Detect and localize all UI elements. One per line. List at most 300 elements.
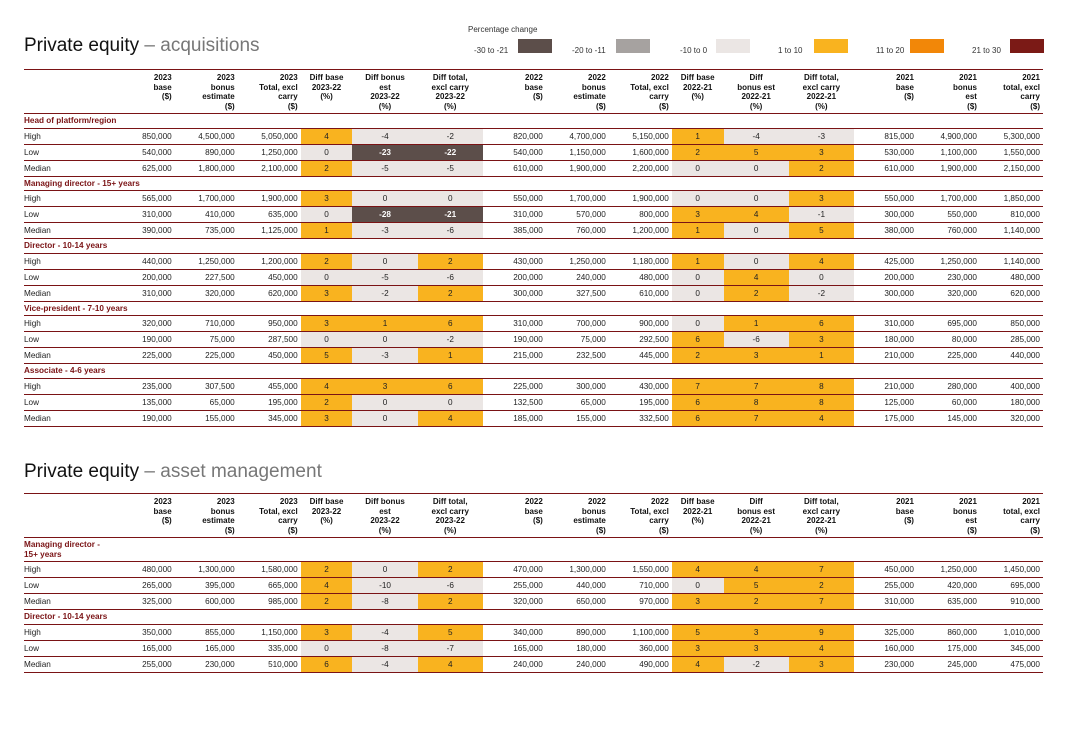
value-cell: 230,000 xyxy=(175,656,238,672)
value-cell: 360,000 xyxy=(609,640,672,656)
value-cell: 160,000 xyxy=(854,640,917,656)
diff-cell: -22 xyxy=(418,144,483,160)
value-cell: 232,500 xyxy=(546,348,609,364)
diff-cell: 4 xyxy=(724,207,789,223)
value-cell: 240,000 xyxy=(483,656,546,672)
section-title: Head of platform/region xyxy=(24,114,1043,129)
value-cell: 1,180,000 xyxy=(609,253,672,269)
section-title: Associate - 4-6 years xyxy=(24,364,1043,379)
diff-cell: 0 xyxy=(418,191,483,207)
value-cell: 340,000 xyxy=(483,624,546,640)
column-header: Diff base 2023-22 (%) xyxy=(309,497,344,525)
value-cell: 300,000 xyxy=(854,285,917,301)
diff-cell: 8 xyxy=(724,394,789,410)
diff-cell: -7 xyxy=(418,640,483,656)
diff-cell: 2 xyxy=(672,144,724,160)
value-cell: 890,000 xyxy=(175,144,238,160)
row-label: High xyxy=(24,378,112,394)
row-label: Median xyxy=(24,285,112,301)
value-cell: 480,000 xyxy=(112,562,175,578)
value-cell: 820,000 xyxy=(483,128,546,144)
diff-cell: 2 xyxy=(301,253,353,269)
value-cell: 985,000 xyxy=(238,594,301,610)
value-cell: 1,450,000 xyxy=(980,562,1043,578)
column-header: 2022 Total, excl carry ($) xyxy=(630,497,669,535)
column-header: Diff bonus est 2022-21 (%) xyxy=(737,497,776,535)
value-cell: 307,500 xyxy=(175,378,238,394)
table-row xyxy=(24,624,1043,640)
table-row xyxy=(24,410,1043,426)
diff-cell: 0 xyxy=(672,316,724,332)
diff-cell: 6 xyxy=(418,378,483,394)
value-cell: 1,900,000 xyxy=(238,191,301,207)
value-cell: 400,000 xyxy=(980,378,1043,394)
legend-swatch xyxy=(616,39,650,53)
value-cell: 292,500 xyxy=(609,332,672,348)
column-header: 2023 base ($) xyxy=(153,497,172,525)
diff-cell: 4 xyxy=(672,562,724,578)
table-row xyxy=(24,640,1043,656)
legend-swatch xyxy=(910,39,944,53)
table-row xyxy=(24,285,1043,301)
value-cell: 1,600,000 xyxy=(609,144,672,160)
value-cell: 200,000 xyxy=(854,269,917,285)
value-cell: 695,000 xyxy=(980,578,1043,594)
value-cell: 390,000 xyxy=(112,223,175,239)
table-row xyxy=(24,223,1043,239)
value-cell: 225,000 xyxy=(175,348,238,364)
column-header: 2023 Total, excl carry ($) xyxy=(259,73,298,111)
value-cell: 900,000 xyxy=(609,316,672,332)
section-header-row xyxy=(24,239,1043,254)
value-cell: 1,300,000 xyxy=(546,562,609,578)
diff-cell: 3 xyxy=(789,656,854,672)
column-header: 2021 base ($) xyxy=(895,73,914,101)
value-cell: 165,000 xyxy=(112,640,175,656)
table-row xyxy=(24,253,1043,269)
column-header: 2021 bonus est ($) xyxy=(952,73,977,111)
table-row xyxy=(24,378,1043,394)
value-cell: 430,000 xyxy=(483,253,546,269)
value-cell: 155,000 xyxy=(546,410,609,426)
row-label: Median xyxy=(24,656,112,672)
diff-cell: 3 xyxy=(672,594,724,610)
diff-cell: 6 xyxy=(301,656,353,672)
value-cell: 210,000 xyxy=(854,348,917,364)
title-main: Private equity xyxy=(24,35,140,56)
value-cell: 255,000 xyxy=(854,578,917,594)
table-row xyxy=(24,160,1043,176)
table-row xyxy=(24,269,1043,285)
value-cell: 610,000 xyxy=(609,285,672,301)
diff-cell: 3 xyxy=(672,640,724,656)
column-header: 2023 Total, excl carry ($) xyxy=(259,497,298,535)
column-header: Diff base 2023-22 (%) xyxy=(309,73,344,101)
diff-cell: 3 xyxy=(301,285,353,301)
diff-cell: -6 xyxy=(418,578,483,594)
value-cell: 230,000 xyxy=(854,656,917,672)
value-cell: 335,000 xyxy=(238,640,301,656)
value-cell: 165,000 xyxy=(175,640,238,656)
row-label: Low xyxy=(24,207,112,223)
diff-cell: -10 xyxy=(352,578,417,594)
row-label: Low xyxy=(24,332,112,348)
diff-cell: 2 xyxy=(301,562,353,578)
row-label: Low xyxy=(24,269,112,285)
row-label: High xyxy=(24,128,112,144)
value-cell: 255,000 xyxy=(112,656,175,672)
value-cell: 565,000 xyxy=(112,191,175,207)
diff-cell: 9 xyxy=(789,624,854,640)
diff-cell: 0 xyxy=(301,144,353,160)
value-cell: 327,500 xyxy=(546,285,609,301)
diff-cell: 1 xyxy=(301,223,353,239)
value-cell: 310,000 xyxy=(112,207,175,223)
value-cell: 190,000 xyxy=(112,410,175,426)
diff-cell: 3 xyxy=(789,191,854,207)
value-cell: 815,000 xyxy=(854,128,917,144)
table-row xyxy=(24,316,1043,332)
diff-cell: 6 xyxy=(418,316,483,332)
column-header: Diff total, excl carry 2023-22 (%) xyxy=(431,73,469,111)
value-cell: 600,000 xyxy=(175,594,238,610)
diff-cell: 2 xyxy=(301,594,353,610)
section-header-row xyxy=(24,538,1043,562)
column-header: 2022 Total, excl carry ($) xyxy=(630,73,669,111)
value-cell: 285,000 xyxy=(980,332,1043,348)
diff-cell: 2 xyxy=(724,594,789,610)
value-cell: 195,000 xyxy=(238,394,301,410)
value-cell: 60,000 xyxy=(917,394,980,410)
diff-cell: 3 xyxy=(672,207,724,223)
value-cell: 75,000 xyxy=(175,332,238,348)
value-cell: 145,000 xyxy=(917,410,980,426)
diff-cell: 4 xyxy=(418,410,483,426)
diff-cell: 0 xyxy=(724,253,789,269)
diff-cell: 0 xyxy=(352,410,417,426)
value-cell: 970,000 xyxy=(609,594,672,610)
value-cell: 4,500,000 xyxy=(175,128,238,144)
row-label: High xyxy=(24,624,112,640)
asset-management-table xyxy=(24,493,1043,673)
value-cell: 245,000 xyxy=(917,656,980,672)
diff-cell: 6 xyxy=(789,316,854,332)
value-cell: 425,000 xyxy=(854,253,917,269)
value-cell: 4,700,000 xyxy=(546,128,609,144)
diff-cell: 3 xyxy=(301,191,353,207)
title-sub: – acquisitions xyxy=(139,35,260,56)
row-label: Median xyxy=(24,348,112,364)
diff-cell: -6 xyxy=(724,332,789,348)
value-cell: 1,140,000 xyxy=(980,223,1043,239)
value-cell: 135,000 xyxy=(112,394,175,410)
value-cell: 1,250,000 xyxy=(546,253,609,269)
diff-cell: -1 xyxy=(789,207,854,223)
value-cell: 625,000 xyxy=(112,160,175,176)
diff-cell: 7 xyxy=(789,594,854,610)
value-cell: 225,000 xyxy=(917,348,980,364)
diff-cell: -3 xyxy=(352,348,417,364)
column-header: 2021 base ($) xyxy=(895,497,914,525)
value-cell: 185,000 xyxy=(483,410,546,426)
value-cell: 860,000 xyxy=(917,624,980,640)
value-cell: 735,000 xyxy=(175,223,238,239)
value-cell: 475,000 xyxy=(980,656,1043,672)
value-cell: 1,200,000 xyxy=(238,253,301,269)
table-row xyxy=(24,656,1043,672)
row-label: High xyxy=(24,316,112,332)
value-cell: 1,300,000 xyxy=(175,562,238,578)
diff-cell: -5 xyxy=(352,160,417,176)
value-cell: 287,500 xyxy=(238,332,301,348)
value-cell: 450,000 xyxy=(238,348,301,364)
column-header: Diff total, excl carry 2023-22 (%) xyxy=(431,497,469,535)
column-header: 2022 bonus estimate ($) xyxy=(573,497,606,535)
diff-cell: -3 xyxy=(352,223,417,239)
diff-cell: 3 xyxy=(789,332,854,348)
diff-cell: 5 xyxy=(672,624,724,640)
column-header: 2023 bonus estimate ($) xyxy=(202,497,235,535)
diff-cell: 0 xyxy=(352,253,417,269)
value-cell: 325,000 xyxy=(112,594,175,610)
value-cell: 310,000 xyxy=(483,207,546,223)
value-cell: 385,000 xyxy=(483,223,546,239)
value-cell: 380,000 xyxy=(854,223,917,239)
diff-cell: 2 xyxy=(418,285,483,301)
value-cell: 610,000 xyxy=(483,160,546,176)
diff-cell: 2 xyxy=(789,578,854,594)
value-cell: 75,000 xyxy=(546,332,609,348)
diff-cell: -8 xyxy=(352,594,417,610)
value-cell: 1,550,000 xyxy=(980,144,1043,160)
diff-cell: -2 xyxy=(352,285,417,301)
value-cell: 215,000 xyxy=(483,348,546,364)
diff-cell: 1 xyxy=(672,223,724,239)
value-cell: 1,580,000 xyxy=(238,562,301,578)
value-cell: 1,100,000 xyxy=(917,144,980,160)
diff-cell: -5 xyxy=(352,269,417,285)
diff-cell: 8 xyxy=(789,394,854,410)
diff-cell: -8 xyxy=(352,640,417,656)
diff-cell: 4 xyxy=(672,656,724,672)
row-label: High xyxy=(24,191,112,207)
legend-swatch xyxy=(518,39,552,53)
header-empty xyxy=(24,494,112,538)
value-cell: 1,550,000 xyxy=(609,562,672,578)
value-cell: 2,200,000 xyxy=(609,160,672,176)
value-cell: 700,000 xyxy=(546,316,609,332)
column-header: 2022 base ($) xyxy=(524,73,543,101)
diff-cell: 0 xyxy=(672,578,724,594)
value-cell: 445,000 xyxy=(609,348,672,364)
value-cell: 1,100,000 xyxy=(609,624,672,640)
value-cell: 300,000 xyxy=(546,378,609,394)
row-label: Median xyxy=(24,410,112,426)
column-header: Diff bonus est 2022-21 (%) xyxy=(737,73,776,111)
diff-cell: 5 xyxy=(724,578,789,594)
value-cell: 440,000 xyxy=(980,348,1043,364)
value-cell: 420,000 xyxy=(917,578,980,594)
value-cell: 1,140,000 xyxy=(980,253,1043,269)
value-cell: 195,000 xyxy=(609,394,672,410)
legend-label: 1 to 10 xyxy=(778,46,803,55)
diff-cell: 2 xyxy=(301,394,353,410)
section-header-row xyxy=(24,176,1043,191)
value-cell: 175,000 xyxy=(854,410,917,426)
row-label: Median xyxy=(24,594,112,610)
diff-cell: 1 xyxy=(672,128,724,144)
value-cell: 540,000 xyxy=(483,144,546,160)
value-cell: 125,000 xyxy=(854,394,917,410)
section-title: Director - 10-14 years xyxy=(24,610,1043,625)
diff-cell: 3 xyxy=(724,624,789,640)
value-cell: 5,300,000 xyxy=(980,128,1043,144)
diff-cell: 4 xyxy=(301,378,353,394)
value-cell: 530,000 xyxy=(854,144,917,160)
diff-cell: 1 xyxy=(789,348,854,364)
diff-cell: 0 xyxy=(789,269,854,285)
legend-label: -20 to -11 xyxy=(572,46,606,55)
row-label: Median xyxy=(24,223,112,239)
value-cell: 665,000 xyxy=(238,578,301,594)
diff-cell: 3 xyxy=(724,348,789,364)
diff-cell: 0 xyxy=(724,223,789,239)
value-cell: 300,000 xyxy=(483,285,546,301)
column-header: 2021 total, excl carry ($) xyxy=(1003,497,1040,535)
value-cell: 635,000 xyxy=(917,594,980,610)
diff-cell: 0 xyxy=(352,332,417,348)
value-cell: 1,250,000 xyxy=(917,253,980,269)
value-cell: 710,000 xyxy=(609,578,672,594)
diff-cell: 2 xyxy=(724,285,789,301)
table-row xyxy=(24,332,1043,348)
diff-cell: 2 xyxy=(301,160,353,176)
section-title: Managing director - 15+ years xyxy=(24,538,1043,562)
value-cell: 225,000 xyxy=(483,378,546,394)
diff-cell: -4 xyxy=(352,624,417,640)
legend-label: 11 to 20 xyxy=(876,46,905,55)
legend-swatch xyxy=(716,39,750,53)
diff-cell: -4 xyxy=(352,128,417,144)
section-header-row xyxy=(24,114,1043,129)
value-cell: 320,000 xyxy=(917,285,980,301)
diff-cell: 3 xyxy=(352,378,417,394)
diff-cell: -2 xyxy=(418,332,483,348)
value-cell: 760,000 xyxy=(917,223,980,239)
title-main: Private equity xyxy=(24,461,140,482)
row-label: Low xyxy=(24,578,112,594)
value-cell: 650,000 xyxy=(546,594,609,610)
diff-cell: 3 xyxy=(301,316,353,332)
diff-cell: 3 xyxy=(301,410,353,426)
value-cell: 180,000 xyxy=(854,332,917,348)
value-cell: 200,000 xyxy=(483,269,546,285)
diff-cell: 0 xyxy=(301,640,353,656)
column-header: 2022 bonus estimate ($) xyxy=(573,73,606,111)
value-cell: 480,000 xyxy=(609,269,672,285)
diff-cell: 0 xyxy=(418,394,483,410)
value-cell: 175,000 xyxy=(917,640,980,656)
diff-cell: 0 xyxy=(301,332,353,348)
header-row xyxy=(24,494,1043,538)
value-cell: 440,000 xyxy=(546,578,609,594)
table-row xyxy=(24,578,1043,594)
diff-cell: -2 xyxy=(418,128,483,144)
diff-cell: -6 xyxy=(418,223,483,239)
diff-cell: 0 xyxy=(672,269,724,285)
diff-cell: 4 xyxy=(789,640,854,656)
diff-cell: 6 xyxy=(672,332,724,348)
table-row xyxy=(24,191,1043,207)
value-cell: 1,900,000 xyxy=(546,160,609,176)
diff-cell: -28 xyxy=(352,207,417,223)
value-cell: 450,000 xyxy=(854,562,917,578)
value-cell: 5,050,000 xyxy=(238,128,301,144)
column-header: Diff total, excl carry 2022-21 (%) xyxy=(802,497,841,535)
diff-cell: -4 xyxy=(724,128,789,144)
diff-cell: -5 xyxy=(418,160,483,176)
legend-swatch xyxy=(814,39,848,53)
legend-title: Percentage change xyxy=(468,25,538,34)
diff-cell: 7 xyxy=(789,562,854,578)
section-title: Director - 10-14 years xyxy=(24,239,1043,254)
row-label: High xyxy=(24,562,112,578)
section-title: Vice-president - 7-10 years xyxy=(24,301,1043,316)
legend-label: 21 to 30 xyxy=(972,46,1001,55)
value-cell: 200,000 xyxy=(112,269,175,285)
column-header: Diff base 2022-21 (%) xyxy=(680,73,715,101)
value-cell: 1,700,000 xyxy=(175,191,238,207)
diff-cell: -2 xyxy=(724,656,789,672)
diff-cell: 4 xyxy=(789,253,854,269)
value-cell: 850,000 xyxy=(112,128,175,144)
value-cell: 550,000 xyxy=(854,191,917,207)
value-cell: 280,000 xyxy=(917,378,980,394)
diff-cell: 6 xyxy=(672,394,724,410)
column-header: 2022 base ($) xyxy=(524,497,543,525)
row-label: Low xyxy=(24,640,112,656)
diff-cell: 4 xyxy=(789,410,854,426)
value-cell: 265,000 xyxy=(112,578,175,594)
value-cell: 165,000 xyxy=(483,640,546,656)
diff-cell: 2 xyxy=(418,253,483,269)
value-cell: 620,000 xyxy=(238,285,301,301)
row-label: High xyxy=(24,253,112,269)
value-cell: 325,000 xyxy=(854,624,917,640)
value-cell: 240,000 xyxy=(546,269,609,285)
diff-cell: 3 xyxy=(724,640,789,656)
diff-cell: 6 xyxy=(672,410,724,426)
row-label: Low xyxy=(24,394,112,410)
value-cell: 850,000 xyxy=(980,316,1043,332)
value-cell: 410,000 xyxy=(175,207,238,223)
value-cell: 210,000 xyxy=(854,378,917,394)
diff-cell: 4 xyxy=(724,562,789,578)
diff-cell: -21 xyxy=(418,207,483,223)
value-cell: 455,000 xyxy=(238,378,301,394)
value-cell: 310,000 xyxy=(112,285,175,301)
value-cell: 65,000 xyxy=(546,394,609,410)
legend-label: -30 to -21 xyxy=(474,46,509,55)
diff-cell: 0 xyxy=(672,285,724,301)
diff-cell: -2 xyxy=(789,285,854,301)
diff-cell: 1 xyxy=(724,316,789,332)
value-cell: 300,000 xyxy=(854,207,917,223)
value-cell: 230,000 xyxy=(917,269,980,285)
value-cell: 350,000 xyxy=(112,624,175,640)
diff-cell: 4 xyxy=(301,128,353,144)
diff-cell: 4 xyxy=(724,269,789,285)
